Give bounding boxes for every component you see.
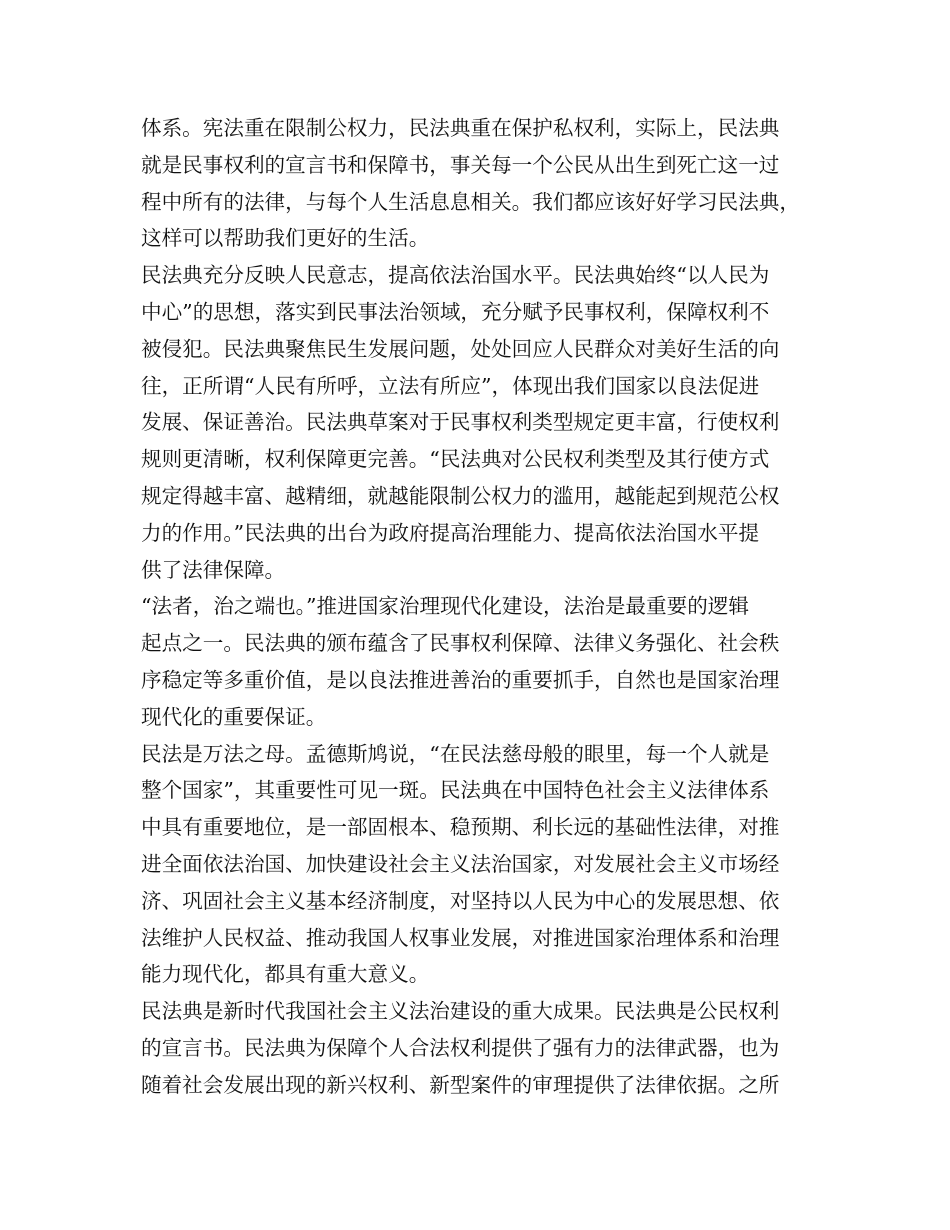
text-line: 这样可以帮助我们更好的生活。 — [141, 226, 430, 251]
text-line: 随着社会发展出现的新兴权利、新型案件的审理提供了法律依据。之所 — [141, 1072, 780, 1097]
text-line: “法者，治之端也。”推进国家治理现代化建设，法治是最重要的逻辑 — [141, 594, 749, 619]
text-line: 法维护人民权益、推动我国人权事业发展，对推进国家治理体系和治理 — [141, 925, 780, 950]
text-line: 的宣言书。民法典为保障个人合法权利提供了强有力的法律武器，也为 — [141, 1035, 780, 1060]
text-line: 被侵犯。民法典聚焦民生发展问题，处处回应人民群众对美好生活的向 — [141, 336, 780, 361]
text-line: 济、巩固社会主义基本经济制度，对坚持以人民为中心的发展思想、依 — [141, 888, 780, 913]
text-line: 就是民事权利的宣言书和保障书，事关每一个公民从出生到死亡这一过 — [141, 152, 780, 177]
text-line: 中具有重要地位，是一部固根本、稳预期、利长远的基础性法律，对推 — [141, 815, 780, 840]
text-line: 现代化的重要保证。 — [141, 704, 327, 729]
text-line: 能力现代化，都具有重大意义。 — [141, 962, 430, 987]
text-line: 体系。宪法重在限制公权力，民法典重在保护私权利，实际上，民法典 — [141, 116, 780, 140]
text-line: 进全面依法治国、加快建设社会主义法治国家，对发展社会主义市场经 — [141, 851, 780, 876]
text-line: 往，正所谓“人民有所呼，立法有所应”，体现出我们国家以良法促进 — [141, 373, 760, 398]
text-line: 发展、保证善治。民法典草案对于民事权利类型规定更丰富，行使权利 — [141, 410, 780, 435]
text-line: 规则更清晰，权利保障更完善。“民法典对公民权利类型及其行使方式 — [141, 447, 770, 472]
text-line: 起点之一。民法典的颁布蕴含了民事权利保障、法律义务强化、社会秩 — [141, 631, 780, 656]
text-line: 规定得越丰富、越精细，就越能限制公权力的滥用，越能起到规范公权 — [141, 483, 780, 508]
text-line: 民法是万法之母。孟德斯鸠说，“在民法慈母般的眼里，每一个人就是 — [141, 741, 770, 766]
document-body — [141, 110, 831, 1104]
text-line: 民法典是新时代我国社会主义法治建设的重大成果。民法典是公民权利 — [141, 999, 780, 1024]
text-line: 力的作用。”民法典的出台为政府提高治理能力、提高依法治国水平提 — [141, 520, 760, 545]
text-line: 供了法律保障。 — [141, 557, 286, 582]
text-line: 民法典充分反映人民意志，提高依法治国水平。民法典始终“以人民为 — [141, 263, 770, 288]
text-line: 中心”的思想，落实到民事法治领域，充分赋予民事权利，保障权利不 — [141, 299, 770, 324]
text-line: 程中所有的法律，与每个人生活息息相关。我们都应该好好学习民法典， — [141, 189, 800, 214]
text-line: 序稳定等多重价值，是以良法推进善治的重要抓手，自然也是国家治理 — [141, 667, 780, 692]
text-line: 整个国家”，其重要性可见一斑。民法典在中国特色社会主义法律体系 — [141, 778, 770, 803]
